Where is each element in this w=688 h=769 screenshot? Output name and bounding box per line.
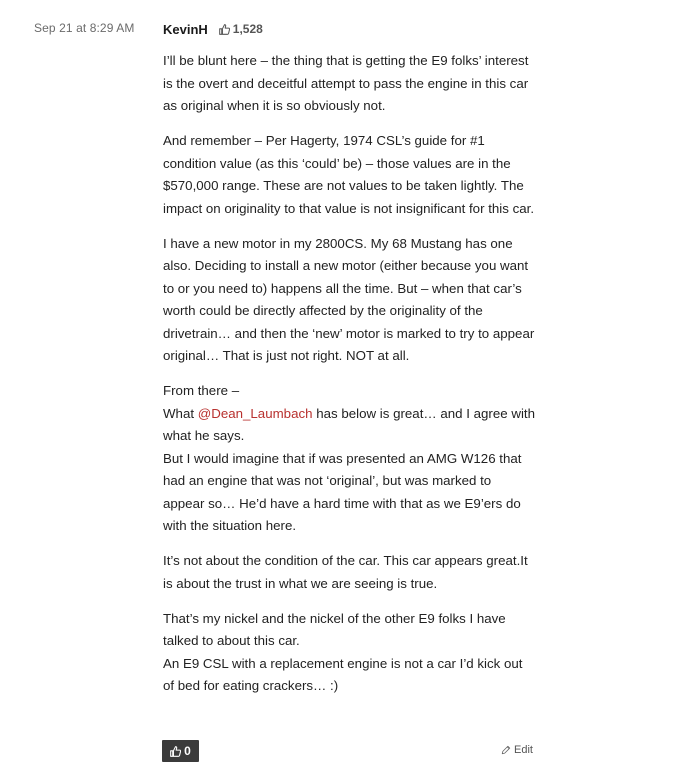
thumbs-up-icon xyxy=(219,24,230,35)
post-timestamp[interactable]: Sep 21 at 8:29 AM xyxy=(34,21,135,35)
reputation-count: 1,528 xyxy=(232,22,263,36)
like-button[interactable] xyxy=(162,740,199,762)
post-paragraph: I have a new motor in my 2800CS. My 68 Mustang has one also. Deciding to install a new motor (either because you want to or you need to) happens all the time. But – when that car’s worth could be directly affected by the originality of the drivetrain… and then the ‘new’ motor is marked to try to appear original… That is just not right. NOT at all. xyxy=(163,235,535,363)
post-body xyxy=(163,50,535,710)
thumbs-up-icon xyxy=(170,746,181,757)
paragraph-text: has below is great… and I agree with what he says. xyxy=(163,405,535,443)
pencil-icon xyxy=(501,745,511,755)
author-reputation xyxy=(219,22,263,36)
user-mention-link[interactable]: @Dean_Laumbach xyxy=(197,405,313,421)
paragraph-line: An E9 CSL with a replacement engine is not a car I’d kick out of bed for eating crackers… :) xyxy=(163,655,523,693)
edit-label: Edit xyxy=(514,744,533,756)
post-paragraph xyxy=(163,608,535,698)
paragraph-line: But I would imagine that if was presented an AMG W126 that had an engine that was not ‘original’, but was marked to appear so… He’d have a hard time with that as we E9’ers do with the situation here. xyxy=(163,450,522,533)
paragraph-line: That’s my nickel and the nickel of the other E9 folks I have talked to about this car. xyxy=(163,610,506,648)
post-paragraph: And remember – Per Hagerty, 1974 CSL’s guide for #1 condition value (as this ‘could’ be) – those values are in the $570,000 range. These are not values to be taken lightly. The impact on originality to that value is not insignificant for this car. xyxy=(163,133,535,216)
paragraph-text: What xyxy=(163,405,198,421)
edit-button[interactable] xyxy=(501,744,533,756)
post-paragraph xyxy=(163,380,535,538)
author-name[interactable]: KevinH xyxy=(163,21,208,37)
like-count: 0 xyxy=(184,744,191,758)
post-paragraph: I’ll be blunt here – the thing that is getting the E9 folks’ interest is the overt and deceitful attempt to pass the engine in this car as original when it is so obviously not. xyxy=(163,53,529,113)
post-author-row xyxy=(163,19,263,39)
paragraph-line: From there – xyxy=(163,383,240,398)
post-paragraph: It’s not about the condition of the car. This car appears great.It is about the trust in what we are seeing is true. xyxy=(163,553,528,591)
